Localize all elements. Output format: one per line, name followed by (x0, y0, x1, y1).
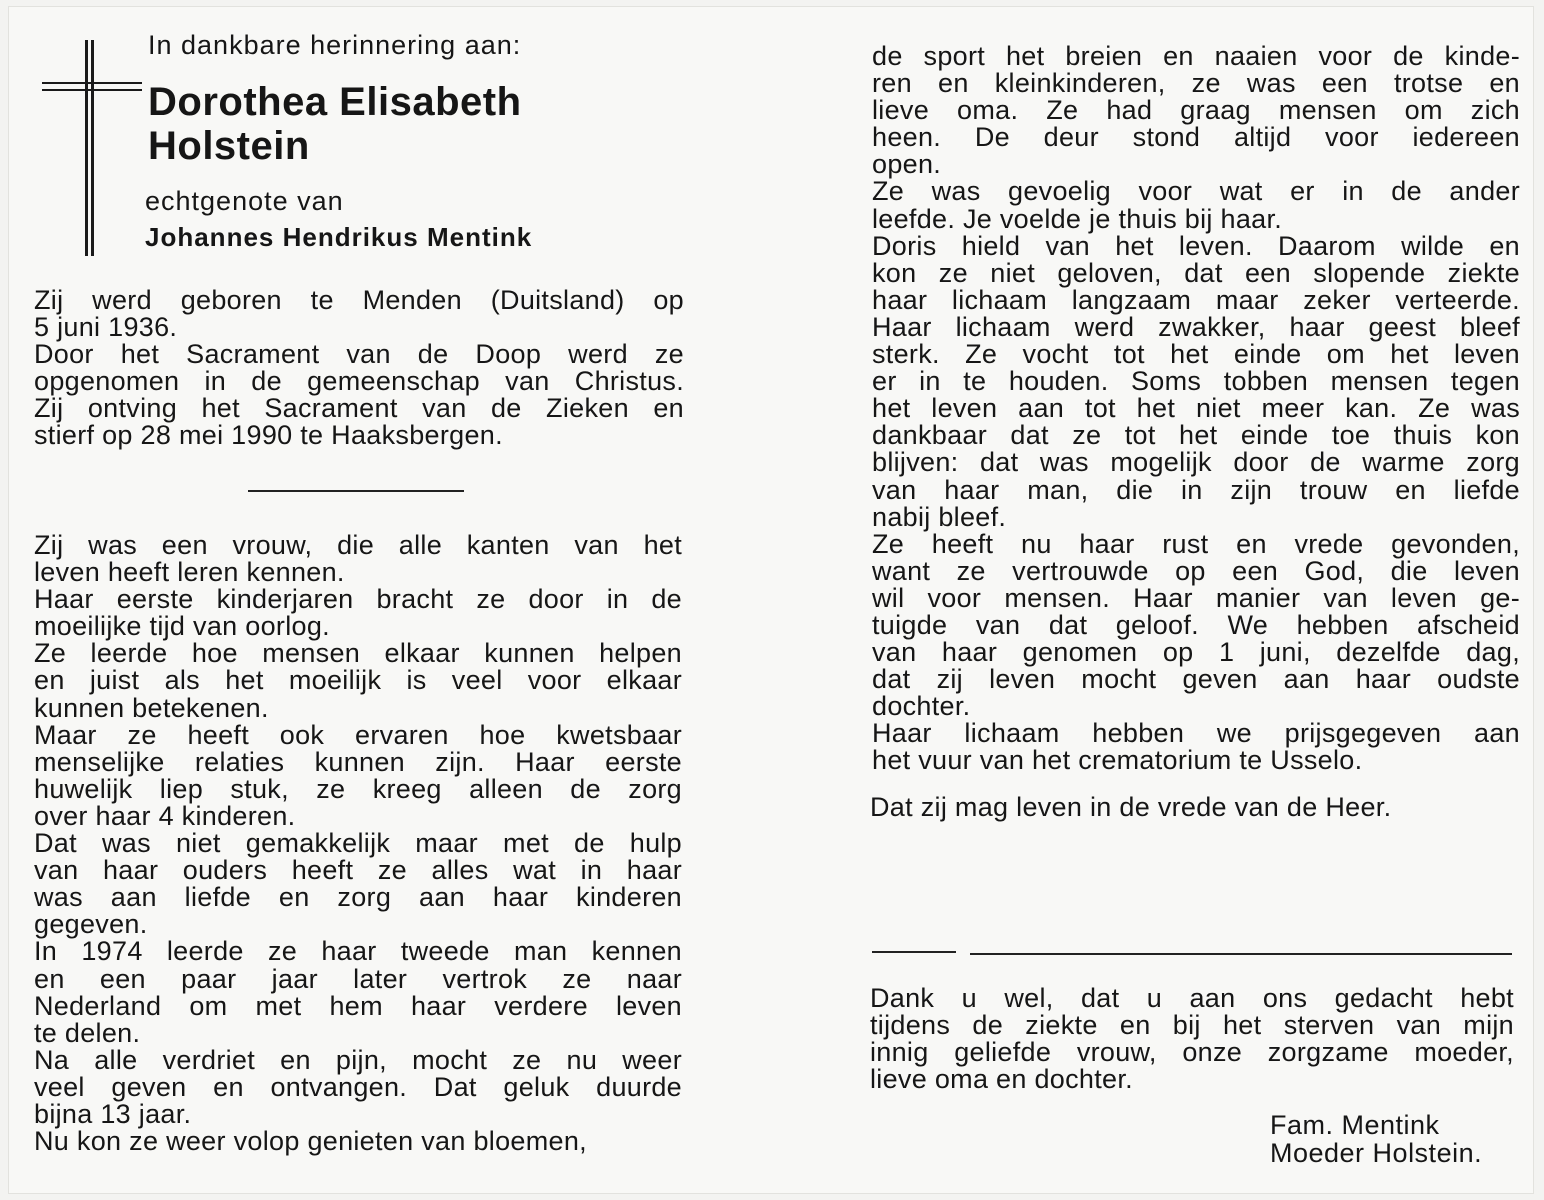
cross-icon-stroke (91, 40, 94, 256)
text-line: wil voor mensen. Haar manier van leven ge- (872, 582, 1520, 613)
text-line: Haar lichaam hebben we prijsgegeven aan (872, 718, 1520, 749)
text-line: open. (872, 149, 942, 180)
intro-text: In dankbare herinnering aan: (148, 30, 522, 60)
text-line: van haar man, die in zijn trouw en liefde (872, 474, 1520, 505)
text-line: Zij ontving het Sacrament van de Zieken en (34, 393, 684, 424)
text-line: menselijke relaties kunnen zijn. Haar eerste (34, 746, 682, 777)
text-line: Dat was niet gemakkelijk maar met de hulp (34, 828, 682, 859)
text-line: lieve oma. Ze had graag mensen om zich (872, 95, 1520, 126)
text-line: Zij was een vrouw, die alle kanten van het (34, 530, 682, 560)
text-line: van haar ouders heeft ze alles wat in haar (34, 855, 682, 886)
text-line: tuigde van dat geloof. We hebben afscheid (872, 609, 1520, 640)
birth-paragraph (34, 287, 684, 450)
text-line: en een paar jaar later vertrok ze naar (34, 963, 682, 994)
text-line: leven heeft leren kennen. (34, 557, 345, 588)
text-line: Dank u wel, dat u aan ons gedacht hebt (870, 983, 1514, 1013)
cross-icon-bar (42, 82, 142, 84)
text-line: kon ze niet geloven, dat een slopende ziekte (872, 257, 1520, 288)
text-line: stierf op 28 mei 1990 te Haaksbergen. (34, 420, 503, 451)
text-line: heen. De deur stond altijd voor iedereen (872, 122, 1520, 153)
text-line: kunnen betekenen. (34, 692, 269, 723)
text-line: In 1974 leerde ze haar tweede man kennen (34, 936, 682, 967)
spouse-label: echtgenote van (145, 186, 344, 216)
text-line: Zij werd geboren te Menden (Duitsland) op (34, 285, 684, 315)
text-line: was aan liefde en zorg aan haar kinderen (34, 882, 682, 913)
text-line: Nu kon ze weer volop genieten van bloemen, (34, 1126, 587, 1157)
text-line: want ze vertrouwde op een God, die leven (872, 555, 1520, 586)
text-line: leefde. Je voelde je thuis bij haar. (872, 203, 1283, 234)
text-line: Ze heeft nu haar rust en vrede gevonden, (872, 528, 1520, 559)
signature-mother: Moeder Holstein. (1270, 1138, 1483, 1168)
text-line: Haar eerste kinderjaren bracht ze door in de (34, 584, 682, 615)
deceased-name-first: Dorothea Elisabeth (148, 80, 522, 124)
text-line: en juist als het moeilijk is veel voor elkaar (34, 665, 682, 696)
text-line: Haar lichaam werd zwakker, haar geest bleef (872, 311, 1520, 342)
text-line: de sport het breien en naaien voor de kinde- (872, 41, 1520, 71)
cross-icon (85, 40, 88, 256)
text-line: Door het Sacrament van de Doop werd ze (34, 339, 684, 370)
text-line: Doris hield van het leven. Daarom wilde en (872, 230, 1520, 261)
text-line: dat zij leven mocht geven aan haar oudste (872, 664, 1520, 695)
text-line: Maar ze heeft ook ervaren hoe kwetsbaar (34, 719, 682, 750)
text-line: 5 juni 1936. (34, 312, 178, 343)
text-line: opgenomen in de gemeenschap van Christus. (34, 366, 684, 397)
text-line: Nederland om met hem haar verdere leven (34, 990, 682, 1021)
closing-blessing: Dat zij mag leven in de vrede van de Heer. (870, 792, 1392, 822)
text-line: het leven aan tot het niet meer kan. Ze was (872, 393, 1520, 424)
text-line: over haar 4 kinderen. (34, 800, 296, 831)
spouse-name: Johannes Hendrikus Mentink (145, 222, 533, 252)
life-story-continued (872, 43, 1520, 775)
text-line: ren en kleinkinderen, ze was een trotse en (872, 68, 1520, 99)
text-line: tijdens de ziekte en bij het sterven van mijn (870, 1010, 1514, 1041)
text-line: moeilijke tijd van oorlog. (34, 611, 330, 642)
text-line: blijven: dat was mogelijk door de warme zorg (872, 447, 1520, 478)
text-line: Ze was gevoelig voor wat er in de ander (872, 176, 1520, 207)
text-line: innig geliefde vrouw, onze zorgzame moeder, (870, 1037, 1514, 1068)
divider-long (970, 953, 1512, 955)
text-line: van haar genomen op 1 juni, dezelfde dag, (872, 637, 1520, 668)
divider-short (872, 951, 956, 953)
text-line: sterk. Ze vocht tot het einde om het leven (872, 339, 1520, 370)
text-line: haar lichaam langzaam maar zeker verteerde. (872, 284, 1520, 315)
signature-family: Fam. Mentink (1270, 1110, 1440, 1140)
cross-icon-bar-lower (42, 89, 142, 91)
deceased-name-last: Holstein (148, 124, 310, 168)
text-line: huwelijk liep stuk, ze kreeg alleen de zorg (34, 773, 682, 804)
text-line: het vuur van het crematorium te Usselo. (872, 745, 1363, 776)
divider (248, 490, 464, 492)
text-line: dankbaar dat ze tot het einde toe thuis kon (872, 420, 1520, 451)
text-line: dochter. (872, 691, 971, 722)
text-line: Ze leerde hoe mensen elkaar kunnen helpen (34, 638, 682, 669)
thank-you-paragraph (870, 985, 1514, 1093)
text-line: lieve oma en dochter. (870, 1064, 1133, 1095)
text-line: te delen. (34, 1017, 141, 1048)
life-story-paragraph (34, 532, 682, 1155)
text-line: veel geven en ontvangen. Dat geluk duurde (34, 1071, 682, 1102)
text-line: nabij bleef. (872, 501, 1007, 532)
text-line: Na alle verdriet en pijn, mocht ze nu weer (34, 1044, 682, 1075)
text-line: bijna 13 jaar. (34, 1098, 192, 1129)
text-line: er in te houden. Soms tobben mensen tegen (872, 366, 1520, 397)
text-line: gegeven. (34, 909, 148, 940)
